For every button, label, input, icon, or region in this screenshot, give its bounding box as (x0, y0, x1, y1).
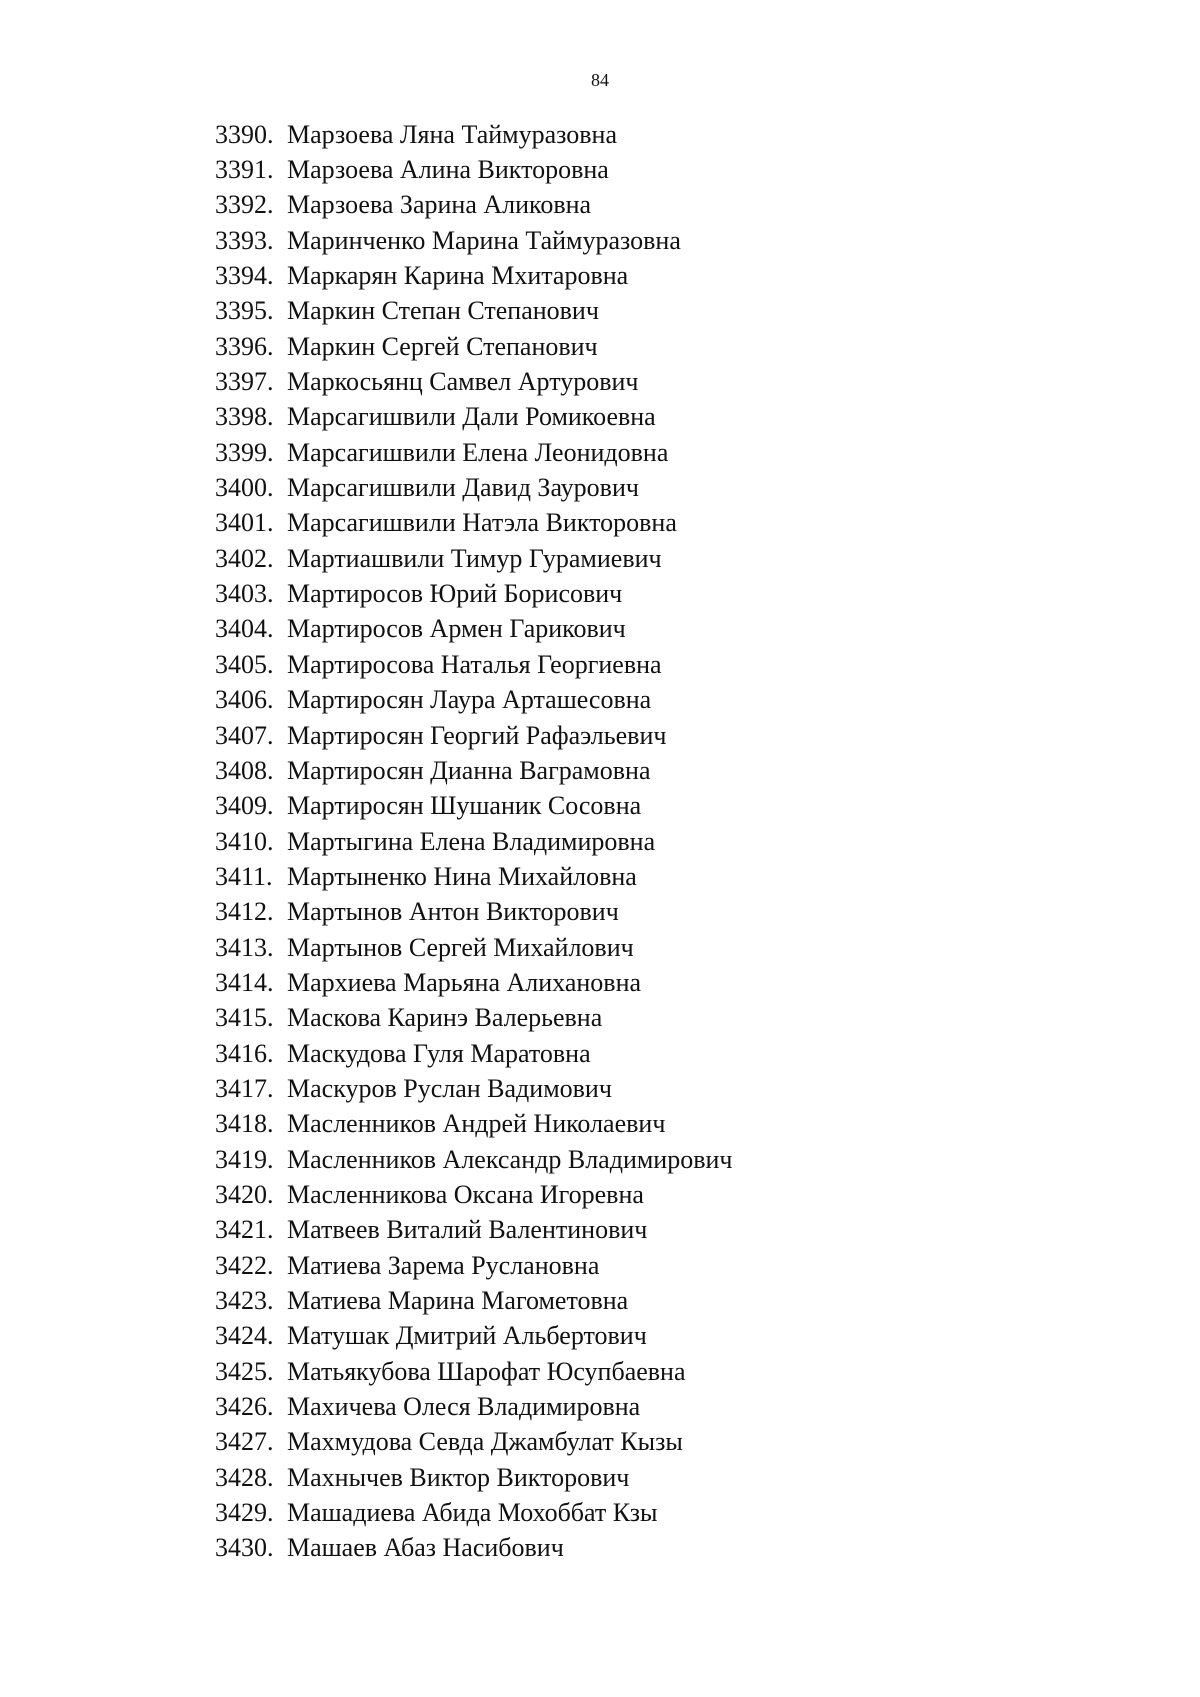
item-number: 3422. (215, 1250, 274, 1280)
list-item (215, 329, 733, 364)
item-name: Мартиросян Дианна Ваграмовна (287, 755, 651, 785)
item-number: 3401. (215, 508, 274, 538)
item-name: Матушак Дмитрий Альбертович (287, 1321, 647, 1351)
list-item (215, 152, 733, 187)
list-item (215, 1142, 733, 1177)
item-number: 3424. (215, 1321, 274, 1351)
item-name: Мартыгина Елена Владимировна (287, 826, 656, 856)
item-name: Мартыненко Нина Михайловна (287, 861, 637, 891)
item-number: 3425. (215, 1356, 274, 1386)
item-name: Мартиросов Армен Гарикович (287, 614, 626, 644)
list-item (215, 859, 733, 894)
list-item (215, 753, 733, 788)
item-name: Мархиева Марьяна Алихановна (287, 967, 642, 997)
list-item (215, 435, 733, 470)
list-item (215, 294, 733, 329)
item-name: Маскова Каринэ Валерьевна (287, 1003, 603, 1033)
item-name: Маркарян Карина Мхитаровна (287, 261, 629, 291)
list-item (215, 258, 733, 293)
list-item (215, 1001, 733, 1036)
list-item (215, 1354, 733, 1389)
item-number: 3406. (215, 685, 274, 715)
item-name: Мартиашвили Тимур Гурамиевич (287, 543, 662, 573)
list-item (215, 1071, 733, 1106)
item-name: Махичева Олеся Владимировна (287, 1392, 641, 1422)
list-item (215, 1248, 733, 1283)
item-name: Матиева Зарема Руслановна (287, 1250, 600, 1280)
list-item (215, 895, 733, 930)
item-number: 3403. (215, 579, 274, 609)
page-number: 84 (591, 70, 609, 90)
item-name: Матьякубова Шарофат Юсупбаевна (287, 1356, 686, 1386)
list-item (215, 930, 733, 965)
list-item (215, 188, 733, 223)
item-number: 3397. (215, 367, 274, 397)
item-number: 3398. (215, 402, 274, 432)
list-item (215, 400, 733, 435)
list-item (215, 612, 733, 647)
item-name: Мартиросян Георгий Рафаэльевич (287, 720, 667, 750)
item-number: 3419. (215, 1144, 274, 1174)
item-number: 3412. (215, 897, 274, 927)
item-name: Маркин Сергей Степанович (287, 331, 598, 361)
item-number: 3421. (215, 1215, 274, 1245)
list-item (215, 683, 733, 718)
item-name: Мартиросов Юрий Борисович (287, 579, 623, 609)
item-number: 3396. (215, 331, 274, 361)
item-name: Машаев Абаз Насибович (287, 1533, 564, 1563)
item-name: Марзоева Алина Викторовна (287, 155, 609, 185)
list-item (215, 470, 733, 505)
item-name: Мартынов Сергей Михайлович (287, 932, 634, 962)
name-list (215, 117, 733, 1566)
list-item (215, 117, 733, 152)
item-number: 3392. (215, 190, 274, 220)
item-number: 3400. (215, 473, 274, 503)
item-number: 3420. (215, 1179, 274, 1209)
item-name: Масленников Александр Владимирович (287, 1144, 733, 1174)
item-number: 3423. (215, 1286, 274, 1316)
item-name: Маскуров Руслан Вадимович (287, 1073, 612, 1103)
item-number: 3410. (215, 826, 274, 856)
item-number: 3418. (215, 1109, 274, 1139)
item-number: 3417. (215, 1073, 274, 1103)
list-item (215, 1531, 733, 1566)
item-name: Маркосьянц Самвел Артурович (287, 367, 639, 397)
list-item (215, 1495, 733, 1530)
list-item (215, 965, 733, 1000)
item-name: Марзоева Ляна Таймуразовна (287, 119, 618, 149)
list-item (215, 1283, 733, 1318)
item-name: Мартиросян Лаура Арташесовна (287, 685, 652, 715)
item-number: 3409. (215, 791, 274, 821)
item-name: Маринченко Марина Таймуразовна (287, 225, 681, 255)
list-item (215, 1425, 733, 1460)
item-number: 3394. (215, 261, 274, 291)
item-number: 3414. (215, 967, 274, 997)
item-number: 3429. (215, 1498, 274, 1528)
list-item (215, 647, 733, 682)
item-name: Мартиросова Наталья Георгиевна (287, 649, 662, 679)
list-item (215, 789, 733, 824)
item-name: Махмудова Севда Джамбулат Кызы (287, 1427, 683, 1457)
item-number: 3416. (215, 1038, 274, 1068)
list-item (215, 1460, 733, 1495)
list-item (215, 506, 733, 541)
item-name: Маркин Степан Степанович (287, 296, 599, 326)
item-name: Масленникова Оксана Игоревна (287, 1179, 644, 1209)
list-item (215, 364, 733, 399)
list-item (215, 824, 733, 859)
list-item (215, 1213, 733, 1248)
item-number: 3407. (215, 720, 274, 750)
item-name: Марсагишвили Елена Леонидовна (287, 437, 669, 467)
item-number: 3408. (215, 755, 274, 785)
item-name: Марсагишвили Давид Заурович (287, 473, 639, 503)
item-number: 3428. (215, 1462, 274, 1492)
item-name: Машадиева Абида Мохоббат Кзы (287, 1498, 658, 1528)
list-item (215, 718, 733, 753)
item-name: Матвеев Виталий Валентинович (287, 1215, 648, 1245)
list-item (215, 1036, 733, 1071)
item-name: Маскудова Гуля Маратовна (287, 1038, 591, 1068)
item-name: Марсагишвили Натэла Викторовна (287, 508, 677, 538)
item-number: 3413. (215, 932, 274, 962)
item-name: Масленников Андрей Николаевич (287, 1109, 666, 1139)
item-number: 3427. (215, 1427, 274, 1457)
list-item (215, 541, 733, 576)
item-number: 3404. (215, 614, 274, 644)
item-number: 3391. (215, 155, 274, 185)
item-number: 3399. (215, 437, 274, 467)
list-item (215, 223, 733, 258)
item-number: 3430. (215, 1533, 274, 1563)
item-number: 3393. (215, 225, 274, 255)
item-name: Мартиросян Шушаник Сосовна (287, 791, 642, 821)
item-name: Мартынов Антон Викторович (287, 897, 619, 927)
item-number: 3390. (215, 119, 274, 149)
item-number: 3411. (215, 861, 273, 891)
list-item (215, 1389, 733, 1424)
item-number: 3415. (215, 1003, 274, 1033)
item-number: 3426. (215, 1392, 274, 1422)
item-name: Марсагишвили Дали Ромикоевна (287, 402, 656, 432)
item-name: Матиева Марина Магометовна (287, 1286, 629, 1316)
item-name: Махнычев Виктор Викторович (287, 1462, 630, 1492)
list-item (215, 1107, 733, 1142)
list-item (215, 1319, 733, 1354)
item-number: 3405. (215, 649, 274, 679)
item-number: 3402. (215, 543, 274, 573)
item-name: Марзоева Зарина Аликовна (287, 190, 592, 220)
list-item (215, 1177, 733, 1212)
list-item (215, 576, 733, 611)
item-number: 3395. (215, 296, 274, 326)
